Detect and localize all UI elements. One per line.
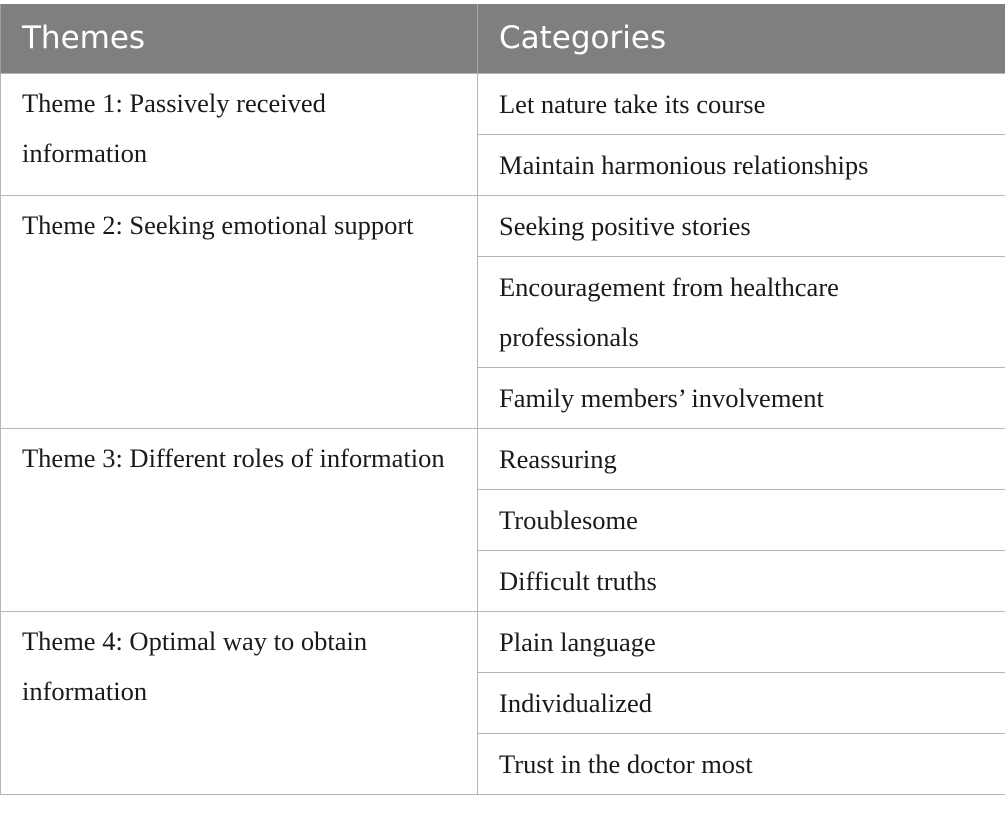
category-cell: Reassuring (478, 428, 1005, 489)
theme-cell: Theme 3: Different roles of information (1, 428, 478, 611)
table-row (1, 428, 1005, 489)
theme-cell: Theme 2: Seeking emotional support (1, 195, 478, 428)
category-cell: Individualized (478, 672, 1005, 733)
category-cell: Encouragement from healthcare professionals (478, 256, 1005, 367)
table-row (1, 73, 1005, 134)
table-header (1, 4, 1005, 73)
category-cell: Maintain harmonious relationships (478, 134, 1005, 195)
table-row (1, 611, 1005, 672)
category-cell: Let nature take its course (478, 73, 1005, 134)
category-cell: Family members’ involvement (478, 367, 1005, 428)
header-row (1, 4, 1005, 73)
category-cell: Trust in the doctor most (478, 733, 1005, 794)
category-cell: Seeking positive stories (478, 195, 1005, 256)
header-categories: Categories (478, 4, 1005, 73)
themes-categories-table (0, 4, 1005, 795)
category-cell: Plain language (478, 611, 1005, 672)
category-cell: Troublesome (478, 489, 1005, 550)
header-themes: Themes (1, 4, 478, 73)
category-cell: Difficult truths (478, 550, 1005, 611)
theme-cell: Theme 1: Passively received information (1, 73, 478, 195)
table-body (1, 73, 1005, 794)
theme-cell: Theme 4: Optimal way to obtain information (1, 611, 478, 794)
table-row (1, 195, 1005, 256)
